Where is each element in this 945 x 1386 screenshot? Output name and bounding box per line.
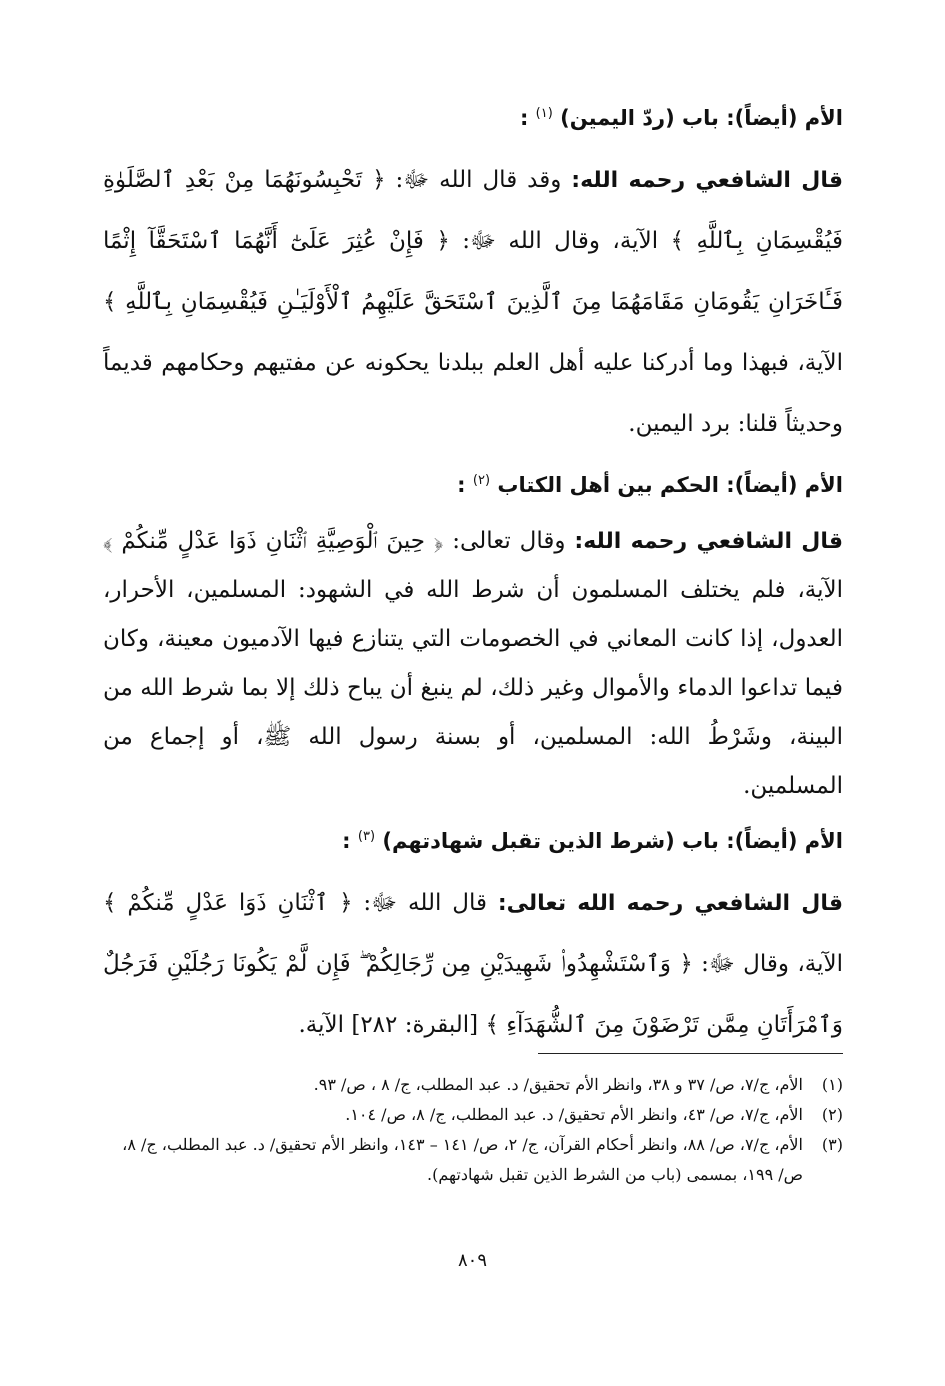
page-body bbox=[103, 92, 843, 1060]
paragraph-text-1: وقد قال الله ﷻ: ﴿ تَحْبِسُونَهُمَا مِنْ بَعْدِ ٱلصَّلَوٰةِ فَيُقْسِمَانِ بِٱللَّهِ ﴾ الآية، وقال الله ﷻ: ﴿ فَإِنْ عُثِرَ عَلَىٰٓ أَنَّهُمَا ٱسْتَحَقَّآ إِثْمًا فَـَٔاخَرَانِ يَقُومَانِ مَقَامَهُمَا مِنَ ٱلَّذِينَ ٱسْتَحَقَّ عَلَيْهِمُ ٱلْأَوْلَيَـٰنِ فَيُقْسِمَانِ بِٱللَّهِ ﴾ الآية، فبهذا وما أدركنا عليه أهل العلم ببلدنا يحكونه عن مفتيهم وحكامهم قديماً وحديثاً قلنا: برد اليمين. bbox=[103, 167, 843, 437]
paragraph-text-2: وقال تعالى: ﴿ حِينَ ٱلْوَصِيَّةِ ٱثْنَانِ ذَوَا عَدْلٍ مِّنكُمْ ﴾ الآية، فلم يختلف المسلمون أن شرط الله في الشهود: المسلمين، الأحرار، العدول، إذا كانت المعاني في الخصومات التي يتنازع فيها الآدميون معينة، وكان فيما تداعوا الدماء والأموال وغير ذلك، لم ينبغ أن يباح ذلك إلا بما شرط الله من البينة، وشَرْطُ الله: المسلمين، أو بسنة رسول الله ﷺ، أو إجماع من المسلمين. bbox=[103, 528, 843, 799]
footnote-number: (١) bbox=[821, 1075, 843, 1094]
footnote-ref-2: (٢) bbox=[472, 473, 491, 488]
section-heading-1: الأم (أيضاً): باب (ردّ اليمين) $^{(١)}$ : bbox=[519, 106, 843, 130]
footnote-2 bbox=[103, 1100, 843, 1130]
footnote-text: الأم، ج/٧، ص/ ٤٣، وانظر الأم تحقيق/ د. عبد المطلب، ج/ ٨، ص/ ١٠٤. bbox=[345, 1105, 803, 1124]
section-paragraph-3 bbox=[103, 873, 843, 1056]
section-paragraph-2 bbox=[103, 517, 843, 811]
page-number: ٨٠٩ bbox=[457, 1250, 487, 1271]
paragraph-text-3: قال الله ﷻ: ﴿ ٱثْنَانِ ذَوَا عَدْلٍ مِّنكُمْ ﴾ الآية، وقال ﷻ: ﴿ وَٱسْتَشْهِدُوا۟ شَهِيدَيْنِ مِن رِّجَالِكُمْ ۖ فَإِن لَّمْ يَكُونَا رَجُلَيْنِ فَرَجُلٌ وَٱمْرَأَتَانِ مِمَّن تَرْضَوْنَ مِنَ ٱلشُّهَدَآءِ ﴾ [البقرة: ٢٨٢] الآية. bbox=[103, 890, 843, 1038]
footnote-1 bbox=[103, 1070, 843, 1100]
section-heading-3: الأم (أيضاً): باب (شرط الذين تقبل شهادتهم) $^{(٣)}$ : bbox=[342, 829, 843, 853]
footnote-text: الأم، ج/٧، ص/ ٨٨، وانظر أحكام القرآن، ج/ ٢، ص/ ١٤١ – ١٤٣، وانظر الأم تحقيق/ د. عبد المطلب، ج/ ٨، ص/ ١٩٩، بمسمى (باب من الشرط الذين تقبل شهادتهم). bbox=[122, 1135, 803, 1184]
footnote-ref-1: (١) bbox=[535, 106, 553, 121]
section-heading-1-text: الأم (أيضاً): باب (ردّ اليمين) bbox=[560, 106, 843, 130]
speaker-label-3: قال الشافعي رحمه الله تعالى: bbox=[497, 891, 843, 916]
speaker-label-1: قال الشافعي رحمه الله: bbox=[571, 168, 844, 193]
footnote-divider bbox=[538, 1053, 843, 1054]
footnote-number: (٣) bbox=[821, 1135, 843, 1154]
section-heading-2-text: الأم (أيضاً): الحكم بين أهل الكتاب bbox=[497, 473, 843, 497]
section-paragraph-1 bbox=[103, 150, 843, 455]
footnote-ref-3: (٣) bbox=[357, 829, 376, 844]
section-heading-3-text: الأم (أيضاً): باب (شرط الذين تقبل شهادتهم) bbox=[382, 829, 843, 853]
section-heading-2: الأم (أيضاً): الحكم بين أهل الكتاب $^{(٢)}$ : bbox=[457, 473, 843, 497]
footnote-3 bbox=[103, 1130, 843, 1190]
footnote-text: الأم، ج/٧، ص/ ٣٧ و ٣٨، وانظر الأم تحقيق/ د. عبد المطلب، ج/ ٨ ، ص/ ٩٣. bbox=[313, 1075, 803, 1094]
speaker-label-2: قال الشافعي رحمه الله: bbox=[574, 529, 844, 554]
footnote-number: (٢) bbox=[821, 1105, 843, 1124]
footnotes bbox=[103, 1070, 843, 1190]
